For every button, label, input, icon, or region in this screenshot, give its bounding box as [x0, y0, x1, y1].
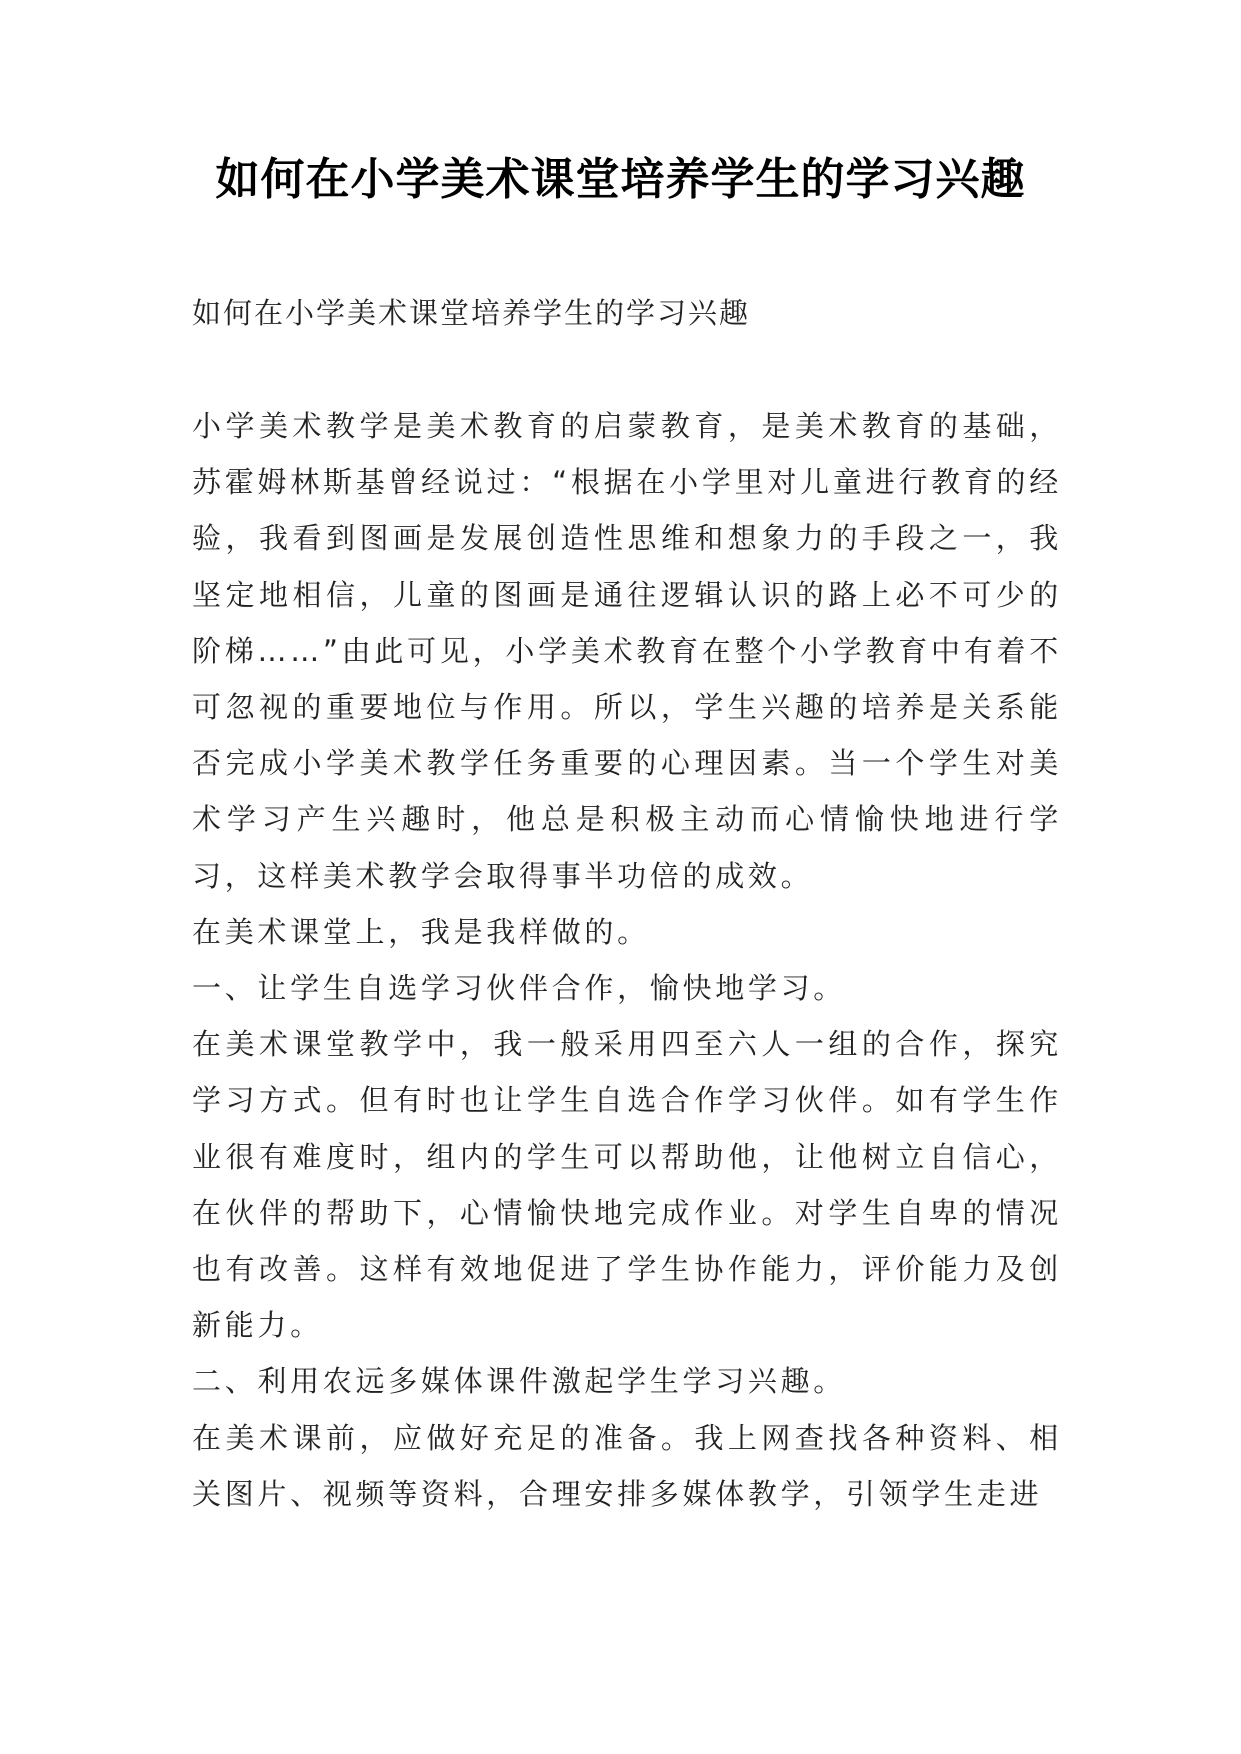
document-body: [192, 398, 1062, 1522]
paragraph-transition: 在美术课堂上，我是我样做的。: [192, 914, 650, 949]
document-subtitle: 如何在小学美术课堂培养学生的学习兴趣: [192, 296, 751, 330]
paragraph-section-two: 在美术课前，应做好充足的准备。我上网查找各种资料、相关图片、视频等资料，合理安排多媒体教学，引领学生走进: [192, 1420, 1062, 1511]
section-heading-two: 二、利用农远多媒体课件激起学生学习兴趣。: [192, 1364, 847, 1399]
paragraph-intro: 小学美术教学是美术教育的启蒙教育，是美术教育的基础，苏霍姆林斯基曾经说过：“根据在小学里对儿童进行教育的经验，我看到图画是发展创造性思维和想象力的手段之一，我坚定地相信，儿童的图画是通往逻辑认识的路上必不可少的阶梯……”由此可见，小学美术教育在整个小学教育中有着不可忽视的重要地位与作用。所以，学生兴趣的培养是关系能否完成小学美术教学任务重要的心理因素。当一个学生对美术学习产生兴趣时，他总是积极主动而心情愉快地进行学习，这样美术教学会取得事半功倍的成效。: [192, 409, 1062, 893]
paragraph-section-one: 在美术课堂教学中，我一般采用四至六人一组的合作，探究学习方式。但有时也让学生自选合作学习伙伴。如有学生作业很有难度时，组内的学生可以帮助他，让他树立自信心，在伙伴的帮助下，心情愉快地完成作业。对学生自卑的情况也有改善。这样有效地促进了学生协作能力，评价能力及创新能力。: [192, 1027, 1062, 1343]
section-heading-one: 一、让学生自选学习伙伴合作，愉快地学习。: [192, 971, 847, 1006]
document-title: 如何在小学美术课堂培养学生的学习兴趣: [215, 154, 1026, 205]
